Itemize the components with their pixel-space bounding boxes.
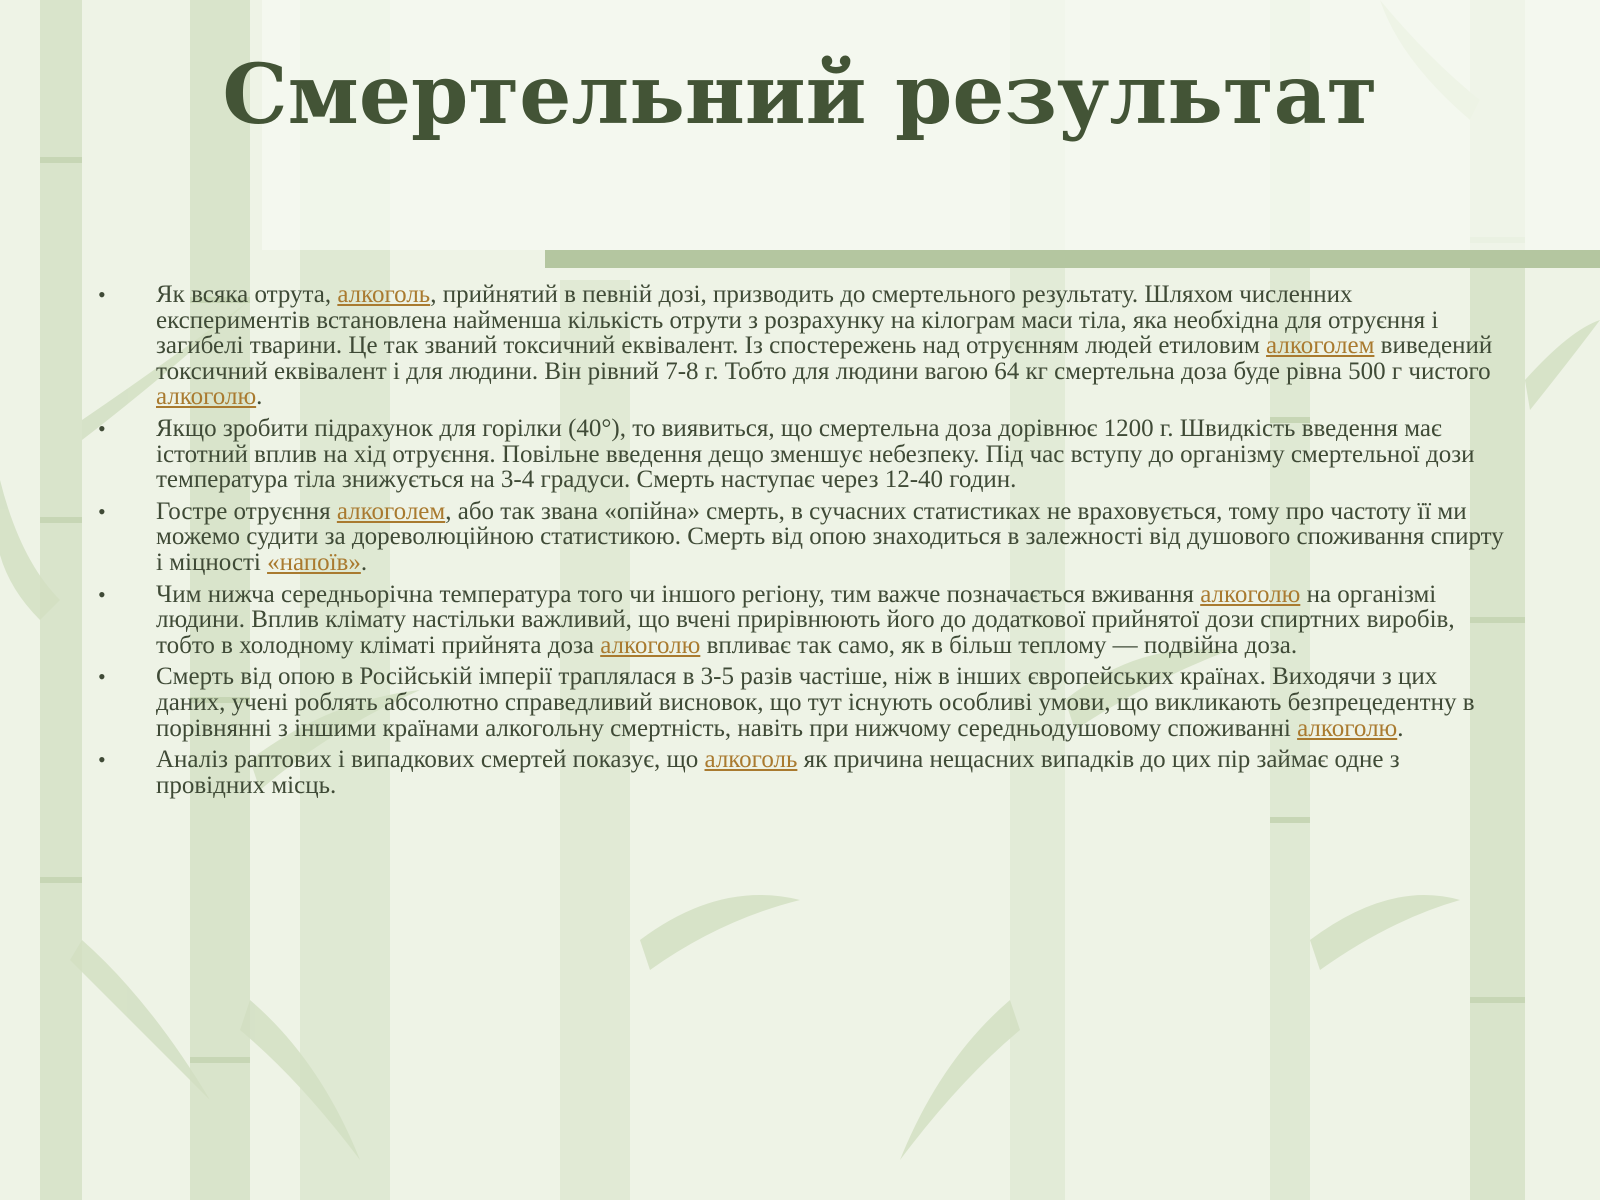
title-underline-bar (545, 250, 1600, 268)
paragraph-text: Як всяка отрута, (156, 281, 338, 308)
bullet-item-4 (90, 582, 1510, 659)
paragraph-text: . (1397, 714, 1404, 742)
link-alkohol[interactable]: алкоголем (336, 497, 446, 525)
slide-title: Смертельний результат (222, 47, 1378, 143)
link-alkohol[interactable]: алкоголь (337, 281, 431, 308)
paragraph-text: Смерть від опою в Російській імперії траплялася в 3-5 разів частіше, ніж в інших європейських країнах. Виходячи з цих даних, учені роблять абсолютно справедливий висновок, що тут існують особливі умови, що викликають безпрецедентну в порівнянні з іншими країнами алкогольну смертність, навіть при нижчому середньодушовому споживанні (156, 663, 1475, 742)
bullet-glyph: • (98, 664, 106, 690)
bullet-list (90, 282, 1510, 804)
bullet-item-1 (90, 282, 1510, 410)
link-alkohol[interactable]: алкоголю (1200, 580, 1301, 608)
link-alkohol[interactable]: алкоголем (1266, 332, 1375, 360)
link-alkohol[interactable]: алкоголю (600, 631, 701, 659)
bullet-glyph: • (98, 415, 106, 441)
bullet-item-5 (90, 664, 1510, 741)
paragraph-text: на організмі людини. Вплив клімату настільки важливий, що вчені прирівнюють його до додаткової прийнятої дози спиртних виробів, тобто в холодному кліматі прийнята доза (156, 580, 1455, 659)
paragraph-text: Чим нижча середньорічна температура того чи іншого регіону, тим важче позначається вживання (156, 580, 1201, 608)
bullet-item-3 (90, 499, 1510, 576)
paragraph-text: впливає так само, як в більш теплому — подвійна доза. (700, 631, 1298, 659)
link-napoi[interactable]: «напоїв» (267, 548, 361, 576)
paragraph-text: Аналіз раптових і випадкових смертей показує, що (156, 746, 705, 774)
paragraph-text: як причина нещасних випадків до цих пір займає одне з провідних місць. (156, 746, 1400, 799)
paragraph-text: Якщо зробити підрахунок для горілки (40°), то виявиться, що смертельна доза дорівнює 1200 г. Швидкість введення має істотний вплив на хід отруєння. Повільне введення дещо зменшує небезпеку. Під час вступу до організму смертельної дози температура тіла знижується на 3-4 градуси. Смерть наступає через 12-40 годин. (156, 414, 1475, 494)
link-alkohol[interactable]: алкоголь (704, 746, 798, 774)
bullet-item-6 (90, 747, 1510, 798)
paragraph-text: Гостре отруєння (156, 497, 337, 525)
bullet-item-2 (90, 416, 1510, 493)
bullet-glyph: • (98, 282, 106, 307)
paragraph-text: виведений токсичний еквівалент і для людини. Він рівний 7-8 г. Тобто для людини вагою 64 кг смертельна доза буде рівна 500 г чистого (156, 332, 1493, 385)
bullet-glyph: • (98, 581, 106, 607)
bullet-glyph: • (98, 747, 106, 773)
paragraph-text: , прийнятий в певній дозі, призводить до смертельного результату. Шляхом численних експериментів встановлена найменша кількість отрути з розрахунку на кілограм маси тіла, яка необхідна для отруєння і загибелі тварини. Це так званий токсичний еквівалент. Із спостережень над отруєнням людей етиловим (156, 281, 1439, 360)
paragraph-text: , або так звана «опійна» смерть, в сучасних статистиках не враховується, тому про частоту її ми можемо судити за дореволюційною статистикою. Смерть від опою знаходиться в залежності від душового споживання спирту і міцності (156, 497, 1504, 576)
bullet-glyph: • (98, 498, 106, 524)
link-alkohol[interactable]: алкоголю (156, 383, 257, 411)
link-alkohol[interactable]: алкоголю (1297, 714, 1398, 742)
paragraph-text: . (360, 548, 368, 576)
paragraph-text: . (256, 383, 263, 411)
